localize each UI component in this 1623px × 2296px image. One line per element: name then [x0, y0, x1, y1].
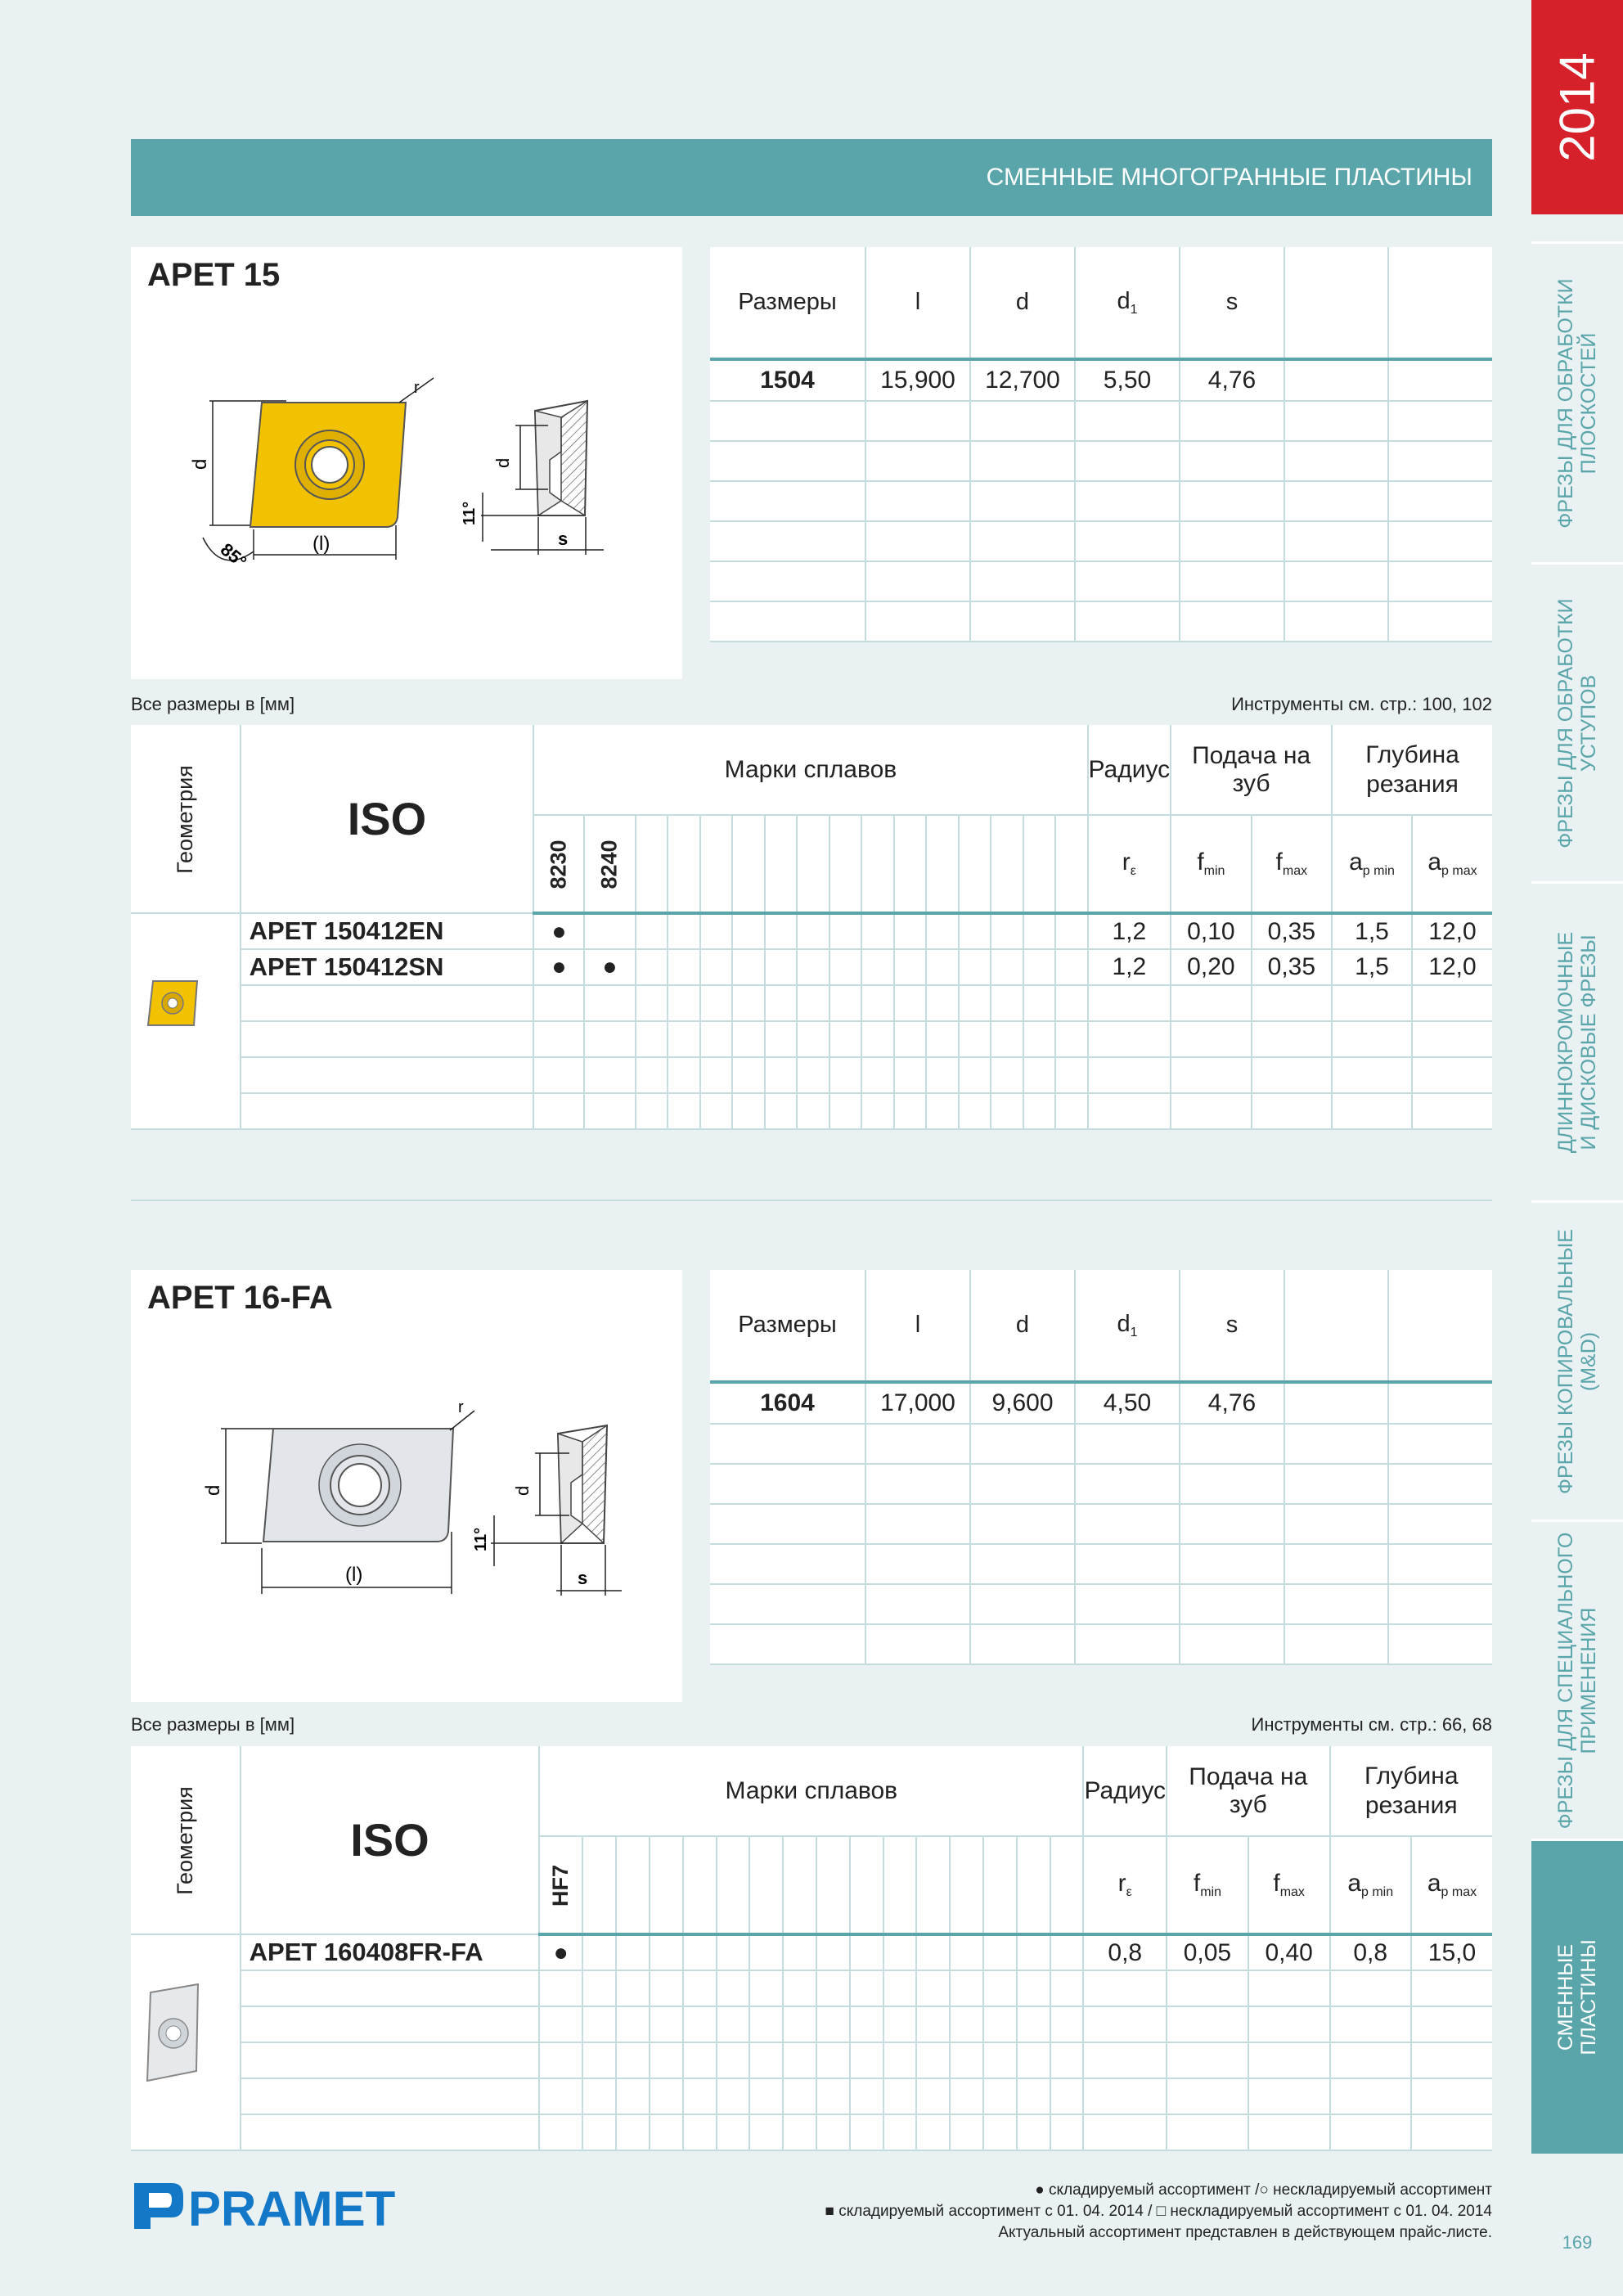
col-d: d: [970, 1270, 1075, 1382]
table-row: APET 160408FR-FA ● 0,8 0,05 0,40 0,8 15,0: [131, 1934, 1492, 1970]
grades-header: Марки сплавов: [533, 725, 1087, 815]
tab-long-edge-disc[interactable]: [1531, 881, 1623, 1200]
grades-header: Марки сплавов: [539, 1746, 1083, 1836]
d1-label: d: [492, 457, 513, 468]
tab-shoulder-milling[interactable]: [1531, 562, 1623, 881]
angle2-label: 11°: [461, 501, 479, 525]
table-row: [710, 1544, 1492, 1584]
table-row: [710, 1464, 1492, 1504]
col-l: l: [865, 247, 970, 359]
section-header-title: СМЕННЫЕ МНОГОГРАННЫЕ ПЛАСТИНЫ: [986, 164, 1472, 191]
table-row: APET 150412SN ● ● 1,2 0,20 0,35 1,5 12,0: [131, 949, 1492, 985]
col-d: d: [970, 247, 1075, 359]
grade-8230: 8230: [533, 815, 584, 913]
d1-label: d: [512, 1485, 533, 1496]
logo-icon: [131, 2180, 409, 2232]
geometry-header: Геометрия: [131, 1746, 241, 1934]
legend-line-1: ● складируемый ассортимент /○ нескладируемый ассортимент: [1035, 2181, 1492, 2199]
col-sizes: Размеры: [738, 1312, 837, 1338]
d-label: d: [189, 458, 211, 470]
insert-drawing-panel: [131, 1270, 682, 1702]
logo-text: PRAMET: [188, 2181, 396, 2232]
tab-label: ФРЕЗЫ ДЛЯ ОБРАБОТКИ УСТУПОВ: [1554, 597, 1600, 849]
feed-header: Подача на зуб: [1171, 725, 1332, 815]
tab-label: ФРЕЗЫ ДЛЯ ОБРАБОТКИ ПЛОСКОСТЕЙ: [1554, 277, 1600, 529]
page-number: 169: [1562, 2232, 1593, 2253]
tools-note: Инструменты см. стр.: 100, 102: [1231, 694, 1492, 714]
table-row: [710, 441, 1492, 481]
r-epsilon-header: $r_\varepsilon$: [1083, 1836, 1167, 1934]
l-label: (l): [345, 1564, 363, 1586]
grade-hf7: HF7: [539, 1836, 582, 1934]
geometry-thumbnail: [131, 913, 241, 1129]
tools-note: Инструменты см. стр.: 66, 68: [1251, 1714, 1492, 1735]
insert-drawing: [131, 247, 682, 679]
apmin-header: $a_{p min}$: [1332, 815, 1412, 913]
col-d1: $d_1$: [1075, 247, 1180, 359]
fmin-header: $f_{min}$: [1167, 1836, 1248, 1934]
grade-8240: 8240: [584, 815, 635, 913]
table-row: 1604 17,000 9,600 4,50 4,76: [710, 1382, 1492, 1424]
iso-header: ISO: [241, 1746, 540, 1934]
col-s: s: [1180, 1270, 1284, 1382]
insert-code: APET 150412SN: [241, 949, 534, 985]
apmin-header: $a_{p min}$: [1330, 1836, 1411, 1934]
tab-label: ФРЕЗЫ КОПИРОВАЛЬНЫЕ (M&D): [1554, 1228, 1600, 1494]
tab-copy-milling[interactable]: [1531, 1200, 1623, 1519]
legend-line-2: ■ складируемый ассортимент с 01. 04. 2014 / □ нескладируемый ассортимент с 01. 04. 2014: [825, 2203, 1492, 2220]
d-label: d: [202, 1484, 224, 1496]
table-row: [710, 521, 1492, 561]
units-note: Все размеры в [мм]: [131, 694, 295, 714]
fmax-header: $f_{max}$: [1252, 815, 1332, 913]
insert-code: APET 160408FR-FA: [241, 1934, 540, 1970]
insert-drawing-panel: [131, 247, 682, 679]
table-row: [710, 1584, 1492, 1624]
col-d1: $d_1$: [1075, 1270, 1180, 1382]
l-label: (l): [312, 533, 330, 555]
insert-drawing: [131, 1270, 682, 1702]
angle2-label: 11°: [472, 1527, 490, 1551]
tab-face-milling[interactable]: [1531, 241, 1623, 562]
feed-header: Подача на зуб: [1167, 1746, 1329, 1836]
apmax-header: $a_{p max}$: [1411, 1836, 1492, 1934]
table-row: [710, 561, 1492, 601]
tab-label: СМЕННЫЕ ПЛАСТИНЫ: [1554, 1939, 1600, 2055]
table-row: [710, 1504, 1492, 1544]
angle-label: 85°: [216, 538, 251, 573]
insert-thumbnail-icon: [145, 975, 202, 1032]
depth-header: Глубина резания: [1330, 1746, 1493, 1836]
col-s: s: [1180, 247, 1284, 359]
tab-special-application[interactable]: [1531, 1519, 1623, 1839]
table-row: [710, 1624, 1492, 1664]
col-l: l: [865, 1270, 970, 1382]
apmax-header: $a_{p max}$: [1412, 815, 1492, 913]
s-label: s: [558, 529, 569, 549]
table-row: [710, 481, 1492, 521]
insert-thumbnail-icon: [141, 1979, 206, 2086]
r-label: r: [414, 379, 420, 397]
table-row: APET 150412EN ● 1,2 0,10 0,35 1,5 12,0: [131, 913, 1492, 949]
table-row: [710, 401, 1492, 441]
fmax-header: $f_{max}$: [1248, 1836, 1330, 1934]
dimensions-header: [710, 1270, 1492, 1382]
section-divider: [131, 1200, 1492, 1201]
iso-header: ISO: [241, 725, 534, 913]
grades-table: [131, 1746, 1492, 2151]
table-row: 1504 15,900 12,700 5,50 4,76: [710, 359, 1492, 401]
tab-inserts[interactable]: [1531, 1839, 1623, 2154]
radius-header: Радиус: [1083, 1746, 1167, 1836]
r-epsilon-header: $r_\varepsilon$: [1088, 815, 1171, 913]
s-label: s: [578, 1568, 588, 1588]
legend-line-3: Актуальный ассортимент представлен в действующем прайс-листе.: [998, 2224, 1492, 2241]
r-label: r: [458, 1398, 464, 1416]
insert-title: APET 15: [147, 257, 281, 293]
tab-label: ФРЕЗЫ ДЛЯ СПЕЦИАЛЬНОГО ПРИМЕНЕНИЯ: [1554, 1532, 1600, 1829]
dimensions-table: [710, 247, 1492, 642]
section-header-band: [131, 139, 1492, 216]
pramet-logo: [131, 2180, 409, 2236]
side-navigation: [1531, 0, 1623, 2296]
depth-header: Глубина резания: [1332, 725, 1492, 815]
grades-table: [131, 725, 1492, 1130]
col-sizes: Размеры: [738, 289, 837, 315]
insert-code: APET 150412EN: [241, 913, 534, 949]
geometry-thumbnail: [131, 1934, 241, 2150]
insert-title: APET 16-FA: [147, 1280, 333, 1316]
units-note: Все размеры в [мм]: [131, 1714, 295, 1735]
table-row: [710, 601, 1492, 642]
fmin-header: $f_{min}$: [1171, 815, 1251, 913]
tab-label: ДЛИННОКРОМОЧНЫЕ И ДИСКОВЫЕ ФРЕЗЫ: [1554, 931, 1600, 1153]
year-tab: [1531, 0, 1623, 214]
table-row: [710, 1424, 1492, 1464]
year-label: 2014: [1549, 52, 1605, 162]
dimensions-table: [710, 1270, 1492, 1665]
geometry-header: Геометрия: [131, 725, 241, 913]
dimensions-header: [710, 247, 1492, 359]
radius-header: Радиус: [1088, 725, 1171, 815]
